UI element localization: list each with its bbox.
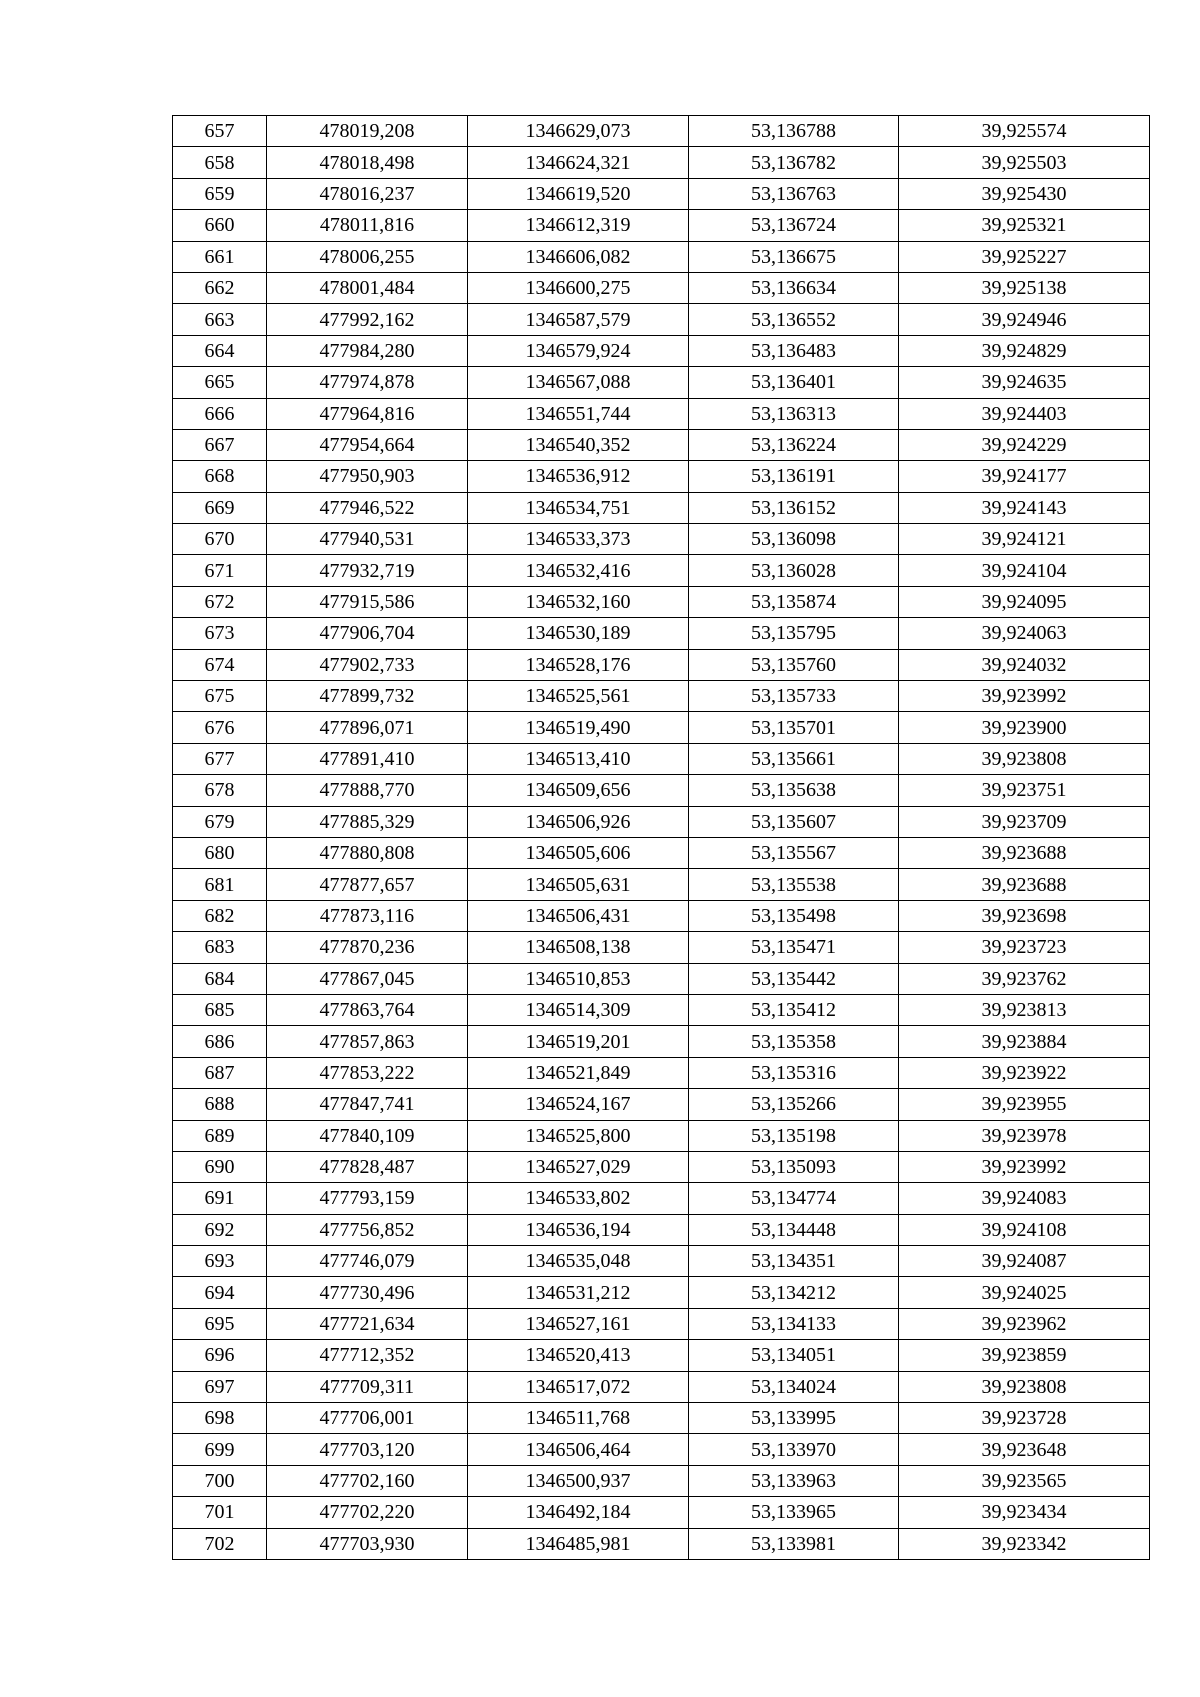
point-number-cell: 689 <box>173 1120 267 1151</box>
latitude-cell: 53,136724 <box>689 210 899 241</box>
x-coordinate-cell: 477867,045 <box>267 963 468 994</box>
x-coordinate-cell: 477891,410 <box>267 743 468 774</box>
point-number-cell: 701 <box>173 1497 267 1528</box>
longitude-cell: 39,923813 <box>899 994 1150 1025</box>
table-row <box>173 524 1150 555</box>
point-number-cell: 698 <box>173 1403 267 1434</box>
point-number-cell: 674 <box>173 649 267 680</box>
y-coordinate-cell: 1346624,321 <box>468 147 689 178</box>
latitude-cell: 53,135471 <box>689 932 899 963</box>
latitude-cell: 53,136483 <box>689 335 899 366</box>
latitude-cell: 53,135607 <box>689 806 899 837</box>
latitude-cell: 53,136634 <box>689 272 899 303</box>
table-row <box>173 1246 1150 1277</box>
point-number-cell: 690 <box>173 1151 267 1182</box>
point-number-cell: 691 <box>173 1183 267 1214</box>
longitude-cell: 39,924063 <box>899 618 1150 649</box>
latitude-cell: 53,136313 <box>689 398 899 429</box>
latitude-cell: 53,135567 <box>689 837 899 868</box>
latitude-cell: 53,134024 <box>689 1371 899 1402</box>
table-row <box>173 272 1150 303</box>
x-coordinate-cell: 477828,487 <box>267 1151 468 1182</box>
longitude-cell: 39,923962 <box>899 1308 1150 1339</box>
table-row <box>173 555 1150 586</box>
longitude-cell: 39,925430 <box>899 178 1150 209</box>
x-coordinate-cell: 477730,496 <box>267 1277 468 1308</box>
point-number-cell: 664 <box>173 335 267 366</box>
x-coordinate-cell: 477880,808 <box>267 837 468 868</box>
longitude-cell: 39,924946 <box>899 304 1150 335</box>
longitude-cell: 39,924032 <box>899 649 1150 680</box>
longitude-cell: 39,924635 <box>899 367 1150 398</box>
longitude-cell: 39,925503 <box>899 147 1150 178</box>
table-row <box>173 367 1150 398</box>
longitude-cell: 39,924829 <box>899 335 1150 366</box>
y-coordinate-cell: 1346600,275 <box>468 272 689 303</box>
latitude-cell: 53,136788 <box>689 116 899 147</box>
y-coordinate-cell: 1346506,431 <box>468 900 689 931</box>
x-coordinate-cell: 477857,863 <box>267 1026 468 1057</box>
longitude-cell: 39,923859 <box>899 1340 1150 1371</box>
point-number-cell: 657 <box>173 116 267 147</box>
table-row <box>173 1434 1150 1465</box>
table-row <box>173 1340 1150 1371</box>
point-number-cell: 688 <box>173 1089 267 1120</box>
y-coordinate-cell: 1346520,413 <box>468 1340 689 1371</box>
point-number-cell: 658 <box>173 147 267 178</box>
table-row <box>173 492 1150 523</box>
table-row <box>173 1308 1150 1339</box>
x-coordinate-cell: 477940,531 <box>267 524 468 555</box>
x-coordinate-cell: 478018,498 <box>267 147 468 178</box>
latitude-cell: 53,134212 <box>689 1277 899 1308</box>
table-row <box>173 1026 1150 1057</box>
latitude-cell: 53,135498 <box>689 900 899 931</box>
table-row <box>173 116 1150 147</box>
latitude-cell: 53,134774 <box>689 1183 899 1214</box>
x-coordinate-cell: 477964,816 <box>267 398 468 429</box>
x-coordinate-cell: 477793,159 <box>267 1183 468 1214</box>
x-coordinate-cell: 477702,220 <box>267 1497 468 1528</box>
x-coordinate-cell: 477721,634 <box>267 1308 468 1339</box>
table-row <box>173 1465 1150 1496</box>
table-row <box>173 398 1150 429</box>
x-coordinate-cell: 477756,852 <box>267 1214 468 1245</box>
latitude-cell: 53,134448 <box>689 1214 899 1245</box>
point-number-cell: 700 <box>173 1465 267 1496</box>
table-row <box>173 178 1150 209</box>
x-coordinate-cell: 477706,001 <box>267 1403 468 1434</box>
latitude-cell: 53,135198 <box>689 1120 899 1151</box>
y-coordinate-cell: 1346527,161 <box>468 1308 689 1339</box>
longitude-cell: 39,924087 <box>899 1246 1150 1277</box>
y-coordinate-cell: 1346533,373 <box>468 524 689 555</box>
longitude-cell: 39,925321 <box>899 210 1150 241</box>
y-coordinate-cell: 1346567,088 <box>468 367 689 398</box>
point-number-cell: 695 <box>173 1308 267 1339</box>
latitude-cell: 53,136028 <box>689 555 899 586</box>
y-coordinate-cell: 1346485,981 <box>468 1528 689 1559</box>
longitude-cell: 39,924104 <box>899 555 1150 586</box>
latitude-cell: 53,133963 <box>689 1465 899 1496</box>
x-coordinate-cell: 477950,903 <box>267 461 468 492</box>
point-number-cell: 696 <box>173 1340 267 1371</box>
point-number-cell: 662 <box>173 272 267 303</box>
longitude-cell: 39,923955 <box>899 1089 1150 1120</box>
point-number-cell: 670 <box>173 524 267 555</box>
longitude-cell: 39,924025 <box>899 1277 1150 1308</box>
table-row <box>173 147 1150 178</box>
y-coordinate-cell: 1346514,309 <box>468 994 689 1025</box>
x-coordinate-cell: 477899,732 <box>267 681 468 712</box>
latitude-cell: 53,135412 <box>689 994 899 1025</box>
point-number-cell: 668 <box>173 461 267 492</box>
y-coordinate-cell: 1346519,201 <box>468 1026 689 1057</box>
latitude-cell: 53,135795 <box>689 618 899 649</box>
y-coordinate-cell: 1346511,768 <box>468 1403 689 1434</box>
y-coordinate-cell: 1346579,924 <box>468 335 689 366</box>
x-coordinate-cell: 477840,109 <box>267 1120 468 1151</box>
table-row <box>173 429 1150 460</box>
table-row <box>173 1057 1150 1088</box>
y-coordinate-cell: 1346532,160 <box>468 586 689 617</box>
y-coordinate-cell: 1346536,194 <box>468 1214 689 1245</box>
table-row <box>173 586 1150 617</box>
table-row <box>173 869 1150 900</box>
point-number-cell: 684 <box>173 963 267 994</box>
point-number-cell: 661 <box>173 241 267 272</box>
latitude-cell: 53,134133 <box>689 1308 899 1339</box>
y-coordinate-cell: 1346531,212 <box>468 1277 689 1308</box>
point-number-cell: 667 <box>173 429 267 460</box>
latitude-cell: 53,135358 <box>689 1026 899 1057</box>
y-coordinate-cell: 1346513,410 <box>468 743 689 774</box>
longitude-cell: 39,923978 <box>899 1120 1150 1151</box>
longitude-cell: 39,925574 <box>899 116 1150 147</box>
point-number-cell: 694 <box>173 1277 267 1308</box>
point-number-cell: 672 <box>173 586 267 617</box>
y-coordinate-cell: 1346517,072 <box>468 1371 689 1402</box>
y-coordinate-cell: 1346533,802 <box>468 1183 689 1214</box>
point-number-cell: 687 <box>173 1057 267 1088</box>
point-number-cell: 660 <box>173 210 267 241</box>
x-coordinate-cell: 477712,352 <box>267 1340 468 1371</box>
longitude-cell: 39,923723 <box>899 932 1150 963</box>
latitude-cell: 53,133981 <box>689 1528 899 1559</box>
longitude-cell: 39,924229 <box>899 429 1150 460</box>
x-coordinate-cell: 477863,764 <box>267 994 468 1025</box>
y-coordinate-cell: 1346505,606 <box>468 837 689 868</box>
longitude-cell: 39,923762 <box>899 963 1150 994</box>
y-coordinate-cell: 1346535,048 <box>468 1246 689 1277</box>
table-row <box>173 304 1150 335</box>
latitude-cell: 53,135661 <box>689 743 899 774</box>
latitude-cell: 53,134051 <box>689 1340 899 1371</box>
y-coordinate-cell: 1346606,082 <box>468 241 689 272</box>
point-number-cell: 682 <box>173 900 267 931</box>
x-coordinate-cell: 477885,329 <box>267 806 468 837</box>
point-number-cell: 663 <box>173 304 267 335</box>
longitude-cell: 39,923342 <box>899 1528 1150 1559</box>
longitude-cell: 39,923900 <box>899 712 1150 743</box>
y-coordinate-cell: 1346530,189 <box>468 618 689 649</box>
x-coordinate-cell: 477946,522 <box>267 492 468 523</box>
x-coordinate-cell: 477847,741 <box>267 1089 468 1120</box>
x-coordinate-cell: 477954,664 <box>267 429 468 460</box>
longitude-cell: 39,923565 <box>899 1465 1150 1496</box>
longitude-cell: 39,924095 <box>899 586 1150 617</box>
longitude-cell: 39,923698 <box>899 900 1150 931</box>
point-number-cell: 666 <box>173 398 267 429</box>
longitude-cell: 39,923709 <box>899 806 1150 837</box>
table-row <box>173 1528 1150 1559</box>
x-coordinate-cell: 477915,586 <box>267 586 468 617</box>
point-number-cell: 659 <box>173 178 267 209</box>
longitude-cell: 39,924121 <box>899 524 1150 555</box>
point-number-cell: 677 <box>173 743 267 774</box>
longitude-cell: 39,924143 <box>899 492 1150 523</box>
table-row <box>173 1214 1150 1245</box>
point-number-cell: 702 <box>173 1528 267 1559</box>
table-row <box>173 1497 1150 1528</box>
table-row <box>173 900 1150 931</box>
latitude-cell: 53,136763 <box>689 178 899 209</box>
x-coordinate-cell: 478001,484 <box>267 272 468 303</box>
point-number-cell: 697 <box>173 1371 267 1402</box>
x-coordinate-cell: 477906,704 <box>267 618 468 649</box>
longitude-cell: 39,924108 <box>899 1214 1150 1245</box>
longitude-cell: 39,924177 <box>899 461 1150 492</box>
table-row <box>173 1371 1150 1402</box>
x-coordinate-cell: 477746,079 <box>267 1246 468 1277</box>
longitude-cell: 39,925227 <box>899 241 1150 272</box>
y-coordinate-cell: 1346508,138 <box>468 932 689 963</box>
point-number-cell: 671 <box>173 555 267 586</box>
longitude-cell: 39,923688 <box>899 837 1150 868</box>
longitude-cell: 39,923808 <box>899 1371 1150 1402</box>
longitude-cell: 39,923884 <box>899 1026 1150 1057</box>
y-coordinate-cell: 1346492,184 <box>468 1497 689 1528</box>
y-coordinate-cell: 1346551,744 <box>468 398 689 429</box>
y-coordinate-cell: 1346619,520 <box>468 178 689 209</box>
latitude-cell: 53,135538 <box>689 869 899 900</box>
y-coordinate-cell: 1346629,073 <box>468 116 689 147</box>
point-number-cell: 692 <box>173 1214 267 1245</box>
table-row <box>173 775 1150 806</box>
table-row <box>173 1277 1150 1308</box>
latitude-cell: 53,135316 <box>689 1057 899 1088</box>
latitude-cell: 53,133965 <box>689 1497 899 1528</box>
y-coordinate-cell: 1346525,800 <box>468 1120 689 1151</box>
y-coordinate-cell: 1346587,579 <box>468 304 689 335</box>
latitude-cell: 53,133970 <box>689 1434 899 1465</box>
x-coordinate-cell: 477853,222 <box>267 1057 468 1088</box>
x-coordinate-cell: 478011,816 <box>267 210 468 241</box>
table-row <box>173 837 1150 868</box>
x-coordinate-cell: 477873,116 <box>267 900 468 931</box>
x-coordinate-cell: 478019,208 <box>267 116 468 147</box>
point-number-cell: 686 <box>173 1026 267 1057</box>
y-coordinate-cell: 1346612,319 <box>468 210 689 241</box>
y-coordinate-cell: 1346534,751 <box>468 492 689 523</box>
table-row <box>173 1120 1150 1151</box>
table-row <box>173 1183 1150 1214</box>
table-row <box>173 649 1150 680</box>
y-coordinate-cell: 1346528,176 <box>468 649 689 680</box>
y-coordinate-cell: 1346505,631 <box>468 869 689 900</box>
table-row <box>173 461 1150 492</box>
y-coordinate-cell: 1346506,926 <box>468 806 689 837</box>
x-coordinate-cell: 478006,255 <box>267 241 468 272</box>
point-number-cell: 681 <box>173 869 267 900</box>
table-row <box>173 743 1150 774</box>
latitude-cell: 53,135442 <box>689 963 899 994</box>
y-coordinate-cell: 1346519,490 <box>468 712 689 743</box>
coordinates-table-body <box>173 116 1150 1560</box>
x-coordinate-cell: 477992,162 <box>267 304 468 335</box>
latitude-cell: 53,135874 <box>689 586 899 617</box>
table-row <box>173 994 1150 1025</box>
table-row <box>173 335 1150 366</box>
y-coordinate-cell: 1346536,912 <box>468 461 689 492</box>
point-number-cell: 693 <box>173 1246 267 1277</box>
longitude-cell: 39,925138 <box>899 272 1150 303</box>
point-number-cell: 673 <box>173 618 267 649</box>
x-coordinate-cell: 477702,160 <box>267 1465 468 1496</box>
longitude-cell: 39,923922 <box>899 1057 1150 1088</box>
latitude-cell: 53,135733 <box>689 681 899 712</box>
latitude-cell: 53,135266 <box>689 1089 899 1120</box>
table-row <box>173 618 1150 649</box>
y-coordinate-cell: 1346540,352 <box>468 429 689 460</box>
latitude-cell: 53,134351 <box>689 1246 899 1277</box>
latitude-cell: 53,135093 <box>689 1151 899 1182</box>
table-row <box>173 210 1150 241</box>
latitude-cell: 53,136552 <box>689 304 899 335</box>
x-coordinate-cell: 477974,878 <box>267 367 468 398</box>
latitude-cell: 53,136098 <box>689 524 899 555</box>
longitude-cell: 39,923728 <box>899 1403 1150 1434</box>
y-coordinate-cell: 1346506,464 <box>468 1434 689 1465</box>
point-number-cell: 665 <box>173 367 267 398</box>
x-coordinate-cell: 477902,733 <box>267 649 468 680</box>
point-number-cell: 675 <box>173 681 267 712</box>
longitude-cell: 39,924083 <box>899 1183 1150 1214</box>
point-number-cell: 685 <box>173 994 267 1025</box>
point-number-cell: 679 <box>173 806 267 837</box>
x-coordinate-cell: 477709,311 <box>267 1371 468 1402</box>
latitude-cell: 53,136224 <box>689 429 899 460</box>
point-number-cell: 699 <box>173 1434 267 1465</box>
x-coordinate-cell: 477703,930 <box>267 1528 468 1559</box>
x-coordinate-cell: 477896,071 <box>267 712 468 743</box>
table-row <box>173 932 1150 963</box>
x-coordinate-cell: 477703,120 <box>267 1434 468 1465</box>
x-coordinate-cell: 477984,280 <box>267 335 468 366</box>
latitude-cell: 53,136675 <box>689 241 899 272</box>
longitude-cell: 39,923688 <box>899 869 1150 900</box>
longitude-cell: 39,923992 <box>899 681 1150 712</box>
latitude-cell: 53,135638 <box>689 775 899 806</box>
x-coordinate-cell: 477870,236 <box>267 932 468 963</box>
table-row <box>173 1403 1150 1434</box>
longitude-cell: 39,923648 <box>899 1434 1150 1465</box>
longitude-cell: 39,924403 <box>899 398 1150 429</box>
latitude-cell: 53,133995 <box>689 1403 899 1434</box>
table-row <box>173 963 1150 994</box>
latitude-cell: 53,136401 <box>689 367 899 398</box>
y-coordinate-cell: 1346510,853 <box>468 963 689 994</box>
x-coordinate-cell: 477877,657 <box>267 869 468 900</box>
longitude-cell: 39,923751 <box>899 775 1150 806</box>
table-row <box>173 681 1150 712</box>
y-coordinate-cell: 1346500,937 <box>468 1465 689 1496</box>
y-coordinate-cell: 1346524,167 <box>468 1089 689 1120</box>
table-row <box>173 806 1150 837</box>
point-number-cell: 676 <box>173 712 267 743</box>
latitude-cell: 53,136782 <box>689 147 899 178</box>
y-coordinate-cell: 1346521,849 <box>468 1057 689 1088</box>
latitude-cell: 53,136152 <box>689 492 899 523</box>
point-number-cell: 680 <box>173 837 267 868</box>
x-coordinate-cell: 477888,770 <box>267 775 468 806</box>
latitude-cell: 53,135701 <box>689 712 899 743</box>
table-row <box>173 241 1150 272</box>
longitude-cell: 39,923992 <box>899 1151 1150 1182</box>
longitude-cell: 39,923808 <box>899 743 1150 774</box>
y-coordinate-cell: 1346525,561 <box>468 681 689 712</box>
table-row <box>173 1089 1150 1120</box>
y-coordinate-cell: 1346527,029 <box>468 1151 689 1182</box>
latitude-cell: 53,136191 <box>689 461 899 492</box>
y-coordinate-cell: 1346532,416 <box>468 555 689 586</box>
latitude-cell: 53,135760 <box>689 649 899 680</box>
x-coordinate-cell: 478016,237 <box>267 178 468 209</box>
point-number-cell: 678 <box>173 775 267 806</box>
table-row <box>173 1151 1150 1182</box>
coordinates-table <box>172 115 1150 1560</box>
y-coordinate-cell: 1346509,656 <box>468 775 689 806</box>
point-number-cell: 669 <box>173 492 267 523</box>
longitude-cell: 39,923434 <box>899 1497 1150 1528</box>
table-row <box>173 712 1150 743</box>
x-coordinate-cell: 477932,719 <box>267 555 468 586</box>
point-number-cell: 683 <box>173 932 267 963</box>
